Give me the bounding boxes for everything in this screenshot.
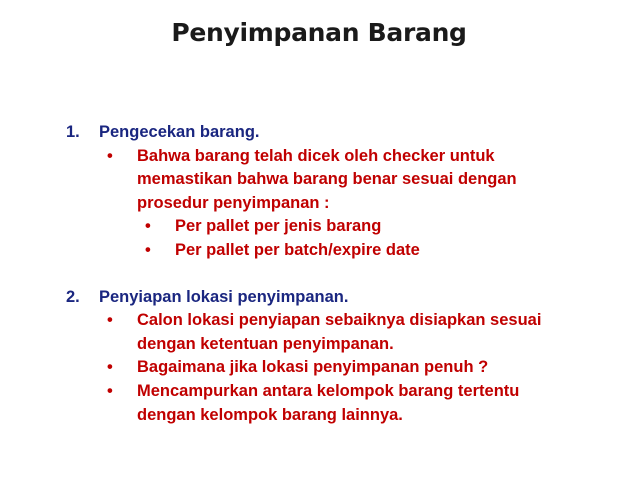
bullet-marker: • [145, 240, 151, 259]
slide-title: Penyimpanan Barang [171, 18, 467, 47]
bullet-text: Bahwa barang telah dicek oleh checker untuk memastikan bahwa barang benar sesuai dengan prosedur penyimpanan : [137, 146, 517, 212]
sub-bullet-text: Per pallet per jenis barang [175, 217, 382, 236]
section-heading [66, 286, 626, 310]
sub-bullet-text: Per pallet per batch/expire date [175, 240, 420, 259]
section-number: 2. [66, 287, 80, 306]
section-heading-text: Penyiapan lokasi penyimpanan. [99, 287, 349, 306]
bullet-marker: • [107, 311, 113, 330]
bullet-item [99, 309, 626, 356]
bullet-marker: • [107, 146, 113, 165]
bullet-text: Bagaimana jika lokasi penyimpanan penuh ? [137, 358, 489, 377]
bullet-item [99, 380, 626, 427]
bullet-text: Calon lokasi penyiapan sebaiknya disiapkan sesuai dengan ketentuan penyimpanan. [137, 311, 542, 353]
bullet-text: Mencampurkan antara kelompok barang tertentu dengan kelompok barang lainnya. [137, 381, 520, 424]
sub-bullet-item [137, 239, 626, 263]
section-heading-text: Pengecekan barang. [99, 123, 260, 141]
section-2 [66, 286, 626, 428]
section-heading [66, 121, 626, 145]
section-1 [66, 121, 626, 263]
slide-body [66, 121, 626, 427]
bullet-marker: • [107, 381, 113, 400]
bullet-item [99, 356, 626, 380]
sub-bullet-item [137, 215, 626, 239]
bullet-marker: • [145, 217, 151, 236]
bullet-item [99, 145, 626, 216]
bullet-marker: • [107, 358, 113, 377]
section-number: 1. [66, 123, 80, 141]
